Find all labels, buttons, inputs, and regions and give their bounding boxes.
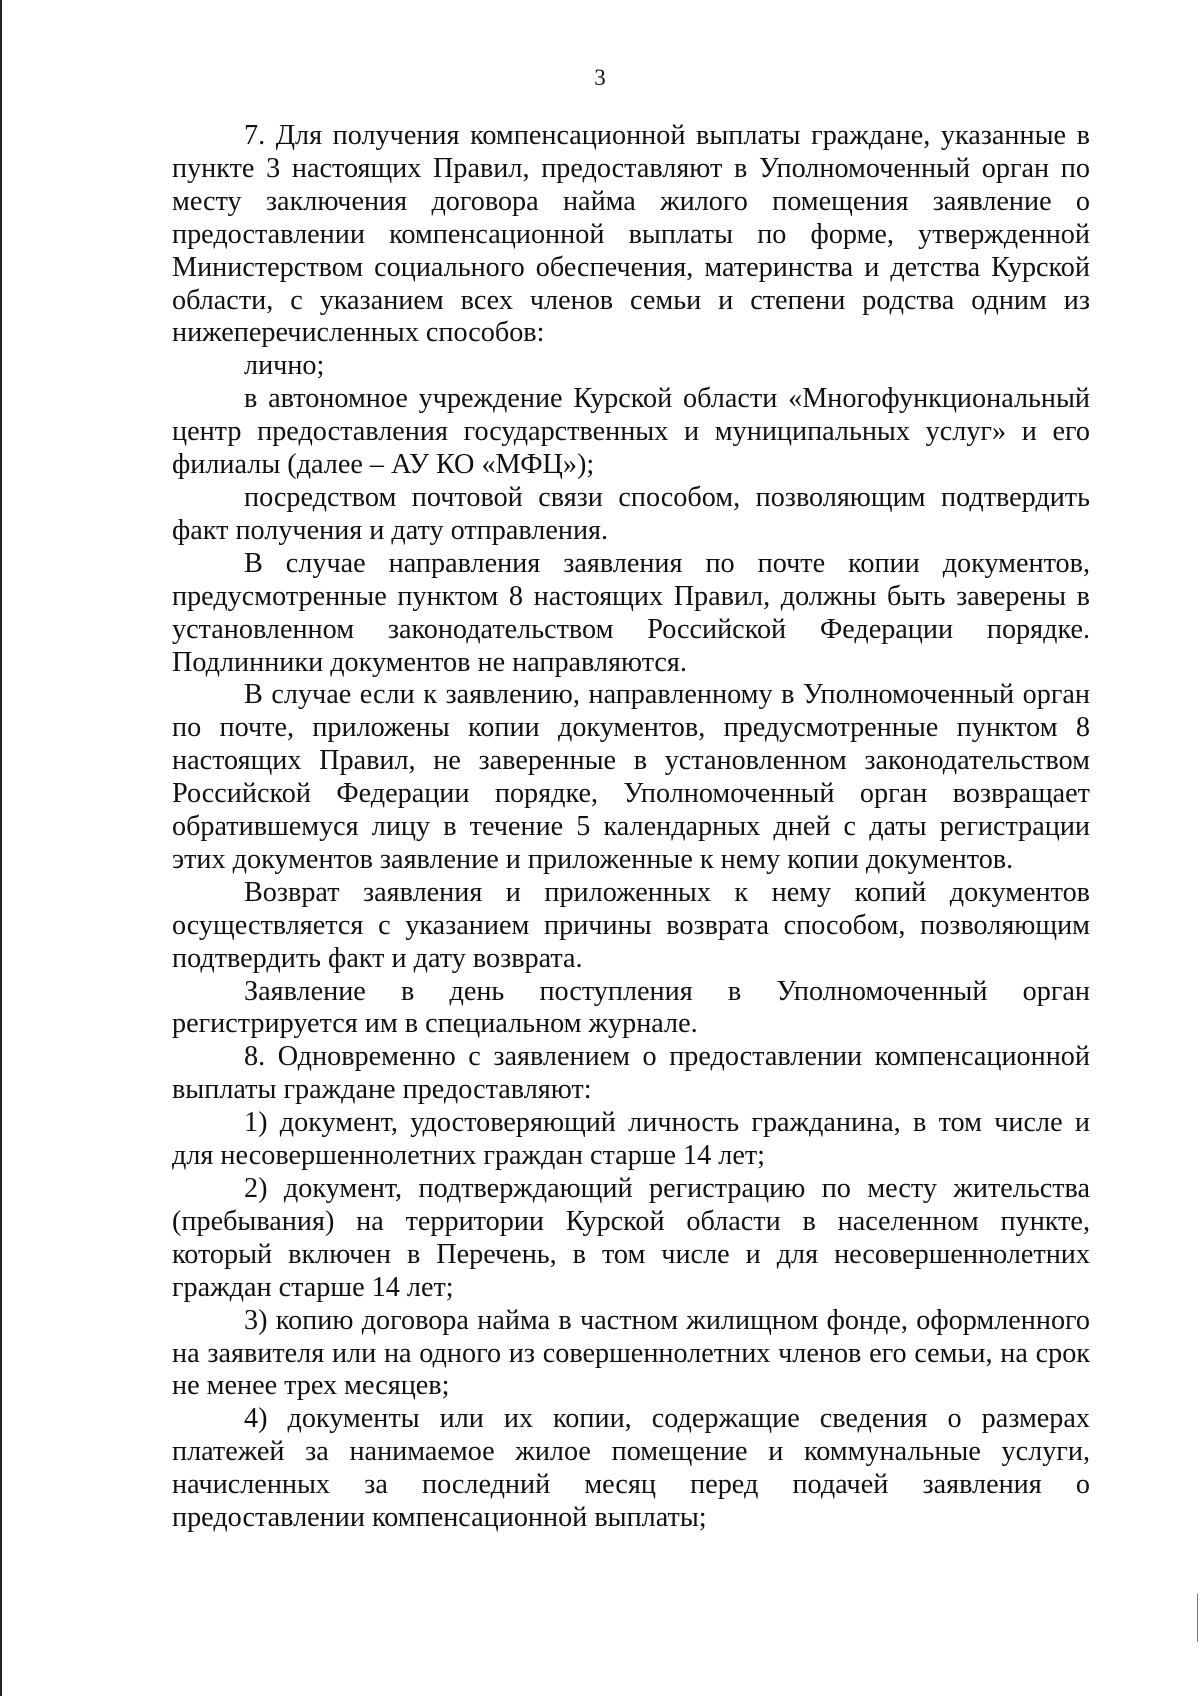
paragraph-in-person: лично; xyxy=(244,350,325,382)
page-number: 3 xyxy=(594,65,606,90)
paragraph-8-intro: 8. Одновременно с заявлением о предоставлении компенсационной выплаты граждане предоставляют: xyxy=(172,1041,1090,1106)
paragraph-mfc: в автономное учреждение Курской области «Многофункциональный центр предоставления государственных и муниципальных услуг» и его филиалы (далее – АУ КО «МФЦ»); xyxy=(172,383,1090,481)
scan-right-mark xyxy=(1197,1594,1198,1642)
list-item-2: 2) документ, подтверждающий регистрацию по месту жительства (пребывания) на территории Курской области в населенном пункте, который включен в Перечень, в том числе и для несовершеннолетних граждан старше 14 лет; xyxy=(172,1173,1090,1303)
paragraph-7-intro: 7. Для получения компенсационной выплаты граждане, указанные в пункте 3 настоящих Правил, предоставляют в Уполномоченный орган по месту заключения договора найма жилого помещения заявление о предоставлении компенсационной выплаты по форме, утвержденной Министерством социального обеспечения, материнства и детства Курской области, с указанием всех членов семьи и степени родства одним из нижеперечисленных способов: xyxy=(172,120,1090,349)
scan-left-edge xyxy=(0,0,2,1696)
paragraph-return: Возврат заявления и приложенных к нему копий документов осуществляется с указанием причины возврата способом, позволяющим подтвердить факт и дату возврата. xyxy=(172,876,1090,974)
document-body xyxy=(172,120,1090,1535)
paragraph-registration: Заявление в день поступления в Уполномоченный орган регистрируется им в специальном журнале. xyxy=(172,975,1090,1040)
list-item-4: 4) документы или их копии, содержащие сведения о размерах платежей за нанимаемое жилое помещение и коммунальные услуги, начисленных за последний месяц перед подачей заявления о предоставлении компенсационной выплаты; xyxy=(172,1403,1090,1534)
list-item-3: 3) копию договора найма в частном жилищном фонде, оформленного на заявителя или на одного из совершеннолетних членов его семьи, на срок не менее трех месяцев; xyxy=(172,1304,1090,1402)
paragraph-uncertified-copies: В случае если к заявлению, направленному в Уполномоченный орган по почте, приложены копии документов, предусмотренные пунктом 8 настоящих Правил, не заверенные в установленном законодательством Российской Федерации порядке, Уполномоченный орган возвращает обратившемуся лицу в течение 5 календарных дней с даты регистрации этих документов заявление и приложенные к нему копии документов. xyxy=(172,679,1090,875)
paragraph-postal: посредством почтовой связи способом, позволяющим подтвердить факт получения и дату отправления. xyxy=(172,481,1090,546)
paragraph-copies-by-mail: В случае направления заявления по почте копии документов, предусмотренные пунктом 8 настоящих Правил, должны быть заверены в установленном законодательством Российской Федерации порядке. Подлинники документов не направляются. xyxy=(172,547,1090,678)
list-item-1: 1) документ, удостоверяющий личность гражданина, в том числе и для несовершеннолетних граждан старше 14 лет; xyxy=(172,1107,1090,1172)
